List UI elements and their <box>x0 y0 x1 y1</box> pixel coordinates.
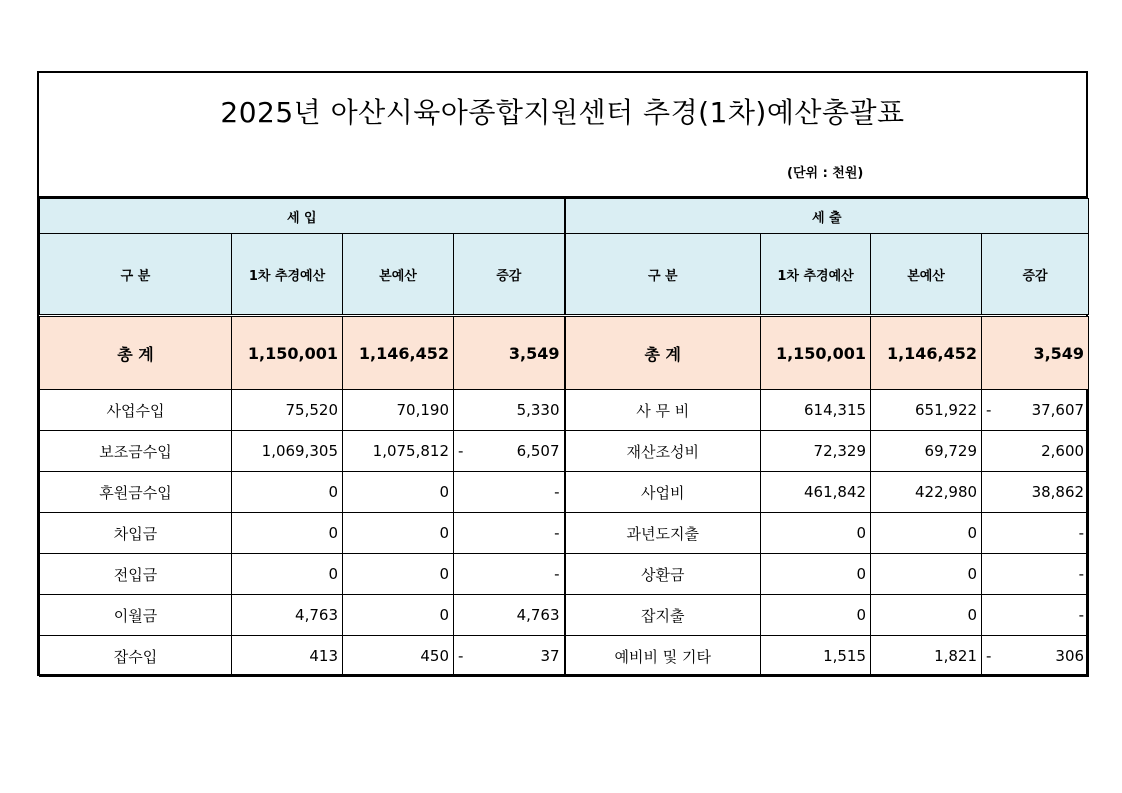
income-original: 0 <box>343 513 454 554</box>
expense-label: 재산조성비 <box>565 431 761 472</box>
change-value: - <box>1078 524 1085 542</box>
expense-original-header: 본예산 <box>871 234 982 316</box>
expense-original: 1,821 <box>871 636 982 677</box>
income-label: 이월금 <box>40 595 232 636</box>
expense-total-revised: 1,150,001 <box>761 316 871 390</box>
income-revised: 0 <box>232 472 343 513</box>
expense-category-header: 구 분 <box>565 234 761 316</box>
expense-total-label: 총 계 <box>565 316 761 390</box>
expense-revised: 461,842 <box>761 472 871 513</box>
income-original: 1,075,812 <box>343 431 454 472</box>
expense-change <box>982 431 1089 472</box>
group-header-row <box>40 199 1089 234</box>
change-value: 37 <box>540 647 560 665</box>
income-change <box>454 472 565 513</box>
income-total-original: 1,146,452 <box>343 316 454 390</box>
page-title: 2025년 아산시육아종합지원센터 추경(1차)예산총괄표 <box>220 96 905 129</box>
income-total-change: 3,549 <box>454 316 565 390</box>
expense-label: 상환금 <box>565 554 761 595</box>
expense-label: 과년도지출 <box>565 513 761 554</box>
income-revised: 0 <box>232 513 343 554</box>
income-revised: 0 <box>232 554 343 595</box>
income-change <box>454 390 565 431</box>
expense-original: 69,729 <box>871 431 982 472</box>
table-row <box>40 472 1089 513</box>
income-label: 전입금 <box>40 554 232 595</box>
income-change-header: 증감 <box>454 234 565 316</box>
income-revised: 1,069,305 <box>232 431 343 472</box>
expense-revised: 72,329 <box>761 431 871 472</box>
change-value: 2,600 <box>1041 442 1085 460</box>
income-original: 0 <box>343 472 454 513</box>
expense-header: 세 출 <box>565 199 1089 234</box>
expense-revised: 0 <box>761 554 871 595</box>
table-row <box>40 595 1089 636</box>
change-value: 5,330 <box>516 401 560 419</box>
minus-sign: - <box>986 647 992 665</box>
income-total-label: 총 계 <box>40 316 232 390</box>
income-label: 보조금수입 <box>40 431 232 472</box>
change-value: 38,862 <box>1031 483 1085 501</box>
unit-label: (단위 : 천원) <box>787 166 864 181</box>
income-header: 세 입 <box>40 199 565 234</box>
income-label: 후원금수입 <box>40 472 232 513</box>
change-value: - <box>554 483 560 501</box>
expense-change <box>982 513 1089 554</box>
column-header-row <box>40 234 1089 316</box>
change-value: - <box>554 565 560 583</box>
income-change <box>454 554 565 595</box>
expense-revised: 1,515 <box>761 636 871 677</box>
expense-revised: 0 <box>761 595 871 636</box>
change-value: 306 <box>1055 647 1085 665</box>
expense-original: 0 <box>871 513 982 554</box>
expense-label: 예비비 및 기타 <box>565 636 761 677</box>
income-change <box>454 595 565 636</box>
expense-label: 사 무 비 <box>565 390 761 431</box>
expense-total-original: 1,146,452 <box>871 316 982 390</box>
table-row <box>40 636 1089 677</box>
minus-sign: - <box>458 442 464 460</box>
expense-original: 0 <box>871 554 982 595</box>
expense-revised-header: 1차 추경예산 <box>761 234 871 316</box>
income-revised: 75,520 <box>232 390 343 431</box>
income-total-revised: 1,150,001 <box>232 316 343 390</box>
change-value: 4,763 <box>516 606 560 624</box>
income-original: 0 <box>343 595 454 636</box>
expense-revised: 614,315 <box>761 390 871 431</box>
title-area <box>39 73 1086 198</box>
change-value: - <box>1078 565 1085 583</box>
income-revised: 413 <box>232 636 343 677</box>
expense-original: 0 <box>871 595 982 636</box>
income-original: 70,190 <box>343 390 454 431</box>
income-label: 차입금 <box>40 513 232 554</box>
income-change <box>454 636 565 677</box>
income-revised-header: 1차 추경예산 <box>232 234 343 316</box>
change-value: - <box>1078 606 1085 624</box>
change-value: - <box>554 524 560 542</box>
table-row <box>40 513 1089 554</box>
expense-original: 422,980 <box>871 472 982 513</box>
expense-change-header: 증감 <box>982 234 1089 316</box>
expense-original: 651,922 <box>871 390 982 431</box>
expense-change <box>982 595 1089 636</box>
expense-change <box>982 472 1089 513</box>
minus-sign: - <box>986 401 992 419</box>
expense-label: 사업비 <box>565 472 761 513</box>
income-change <box>454 513 565 554</box>
table-row <box>40 554 1089 595</box>
total-row <box>40 316 1089 390</box>
income-revised: 4,763 <box>232 595 343 636</box>
expense-label: 잡지출 <box>565 595 761 636</box>
expense-change <box>982 636 1089 677</box>
change-value: 6,507 <box>516 442 560 460</box>
table-row <box>40 431 1089 472</box>
income-change <box>454 431 565 472</box>
income-original: 0 <box>343 554 454 595</box>
expense-change <box>982 390 1089 431</box>
expense-change <box>982 554 1089 595</box>
change-value: 37,607 <box>1031 401 1085 419</box>
income-original-header: 본예산 <box>343 234 454 316</box>
expense-revised: 0 <box>761 513 871 554</box>
table-row <box>40 390 1089 431</box>
income-category-header: 구 분 <box>40 234 232 316</box>
budget-sheet <box>37 71 1088 676</box>
budget-table <box>39 198 1089 677</box>
minus-sign: - <box>458 647 464 665</box>
income-label: 잡수입 <box>40 636 232 677</box>
income-label: 사업수입 <box>40 390 232 431</box>
expense-total-change: 3,549 <box>982 316 1089 390</box>
income-original: 450 <box>343 636 454 677</box>
